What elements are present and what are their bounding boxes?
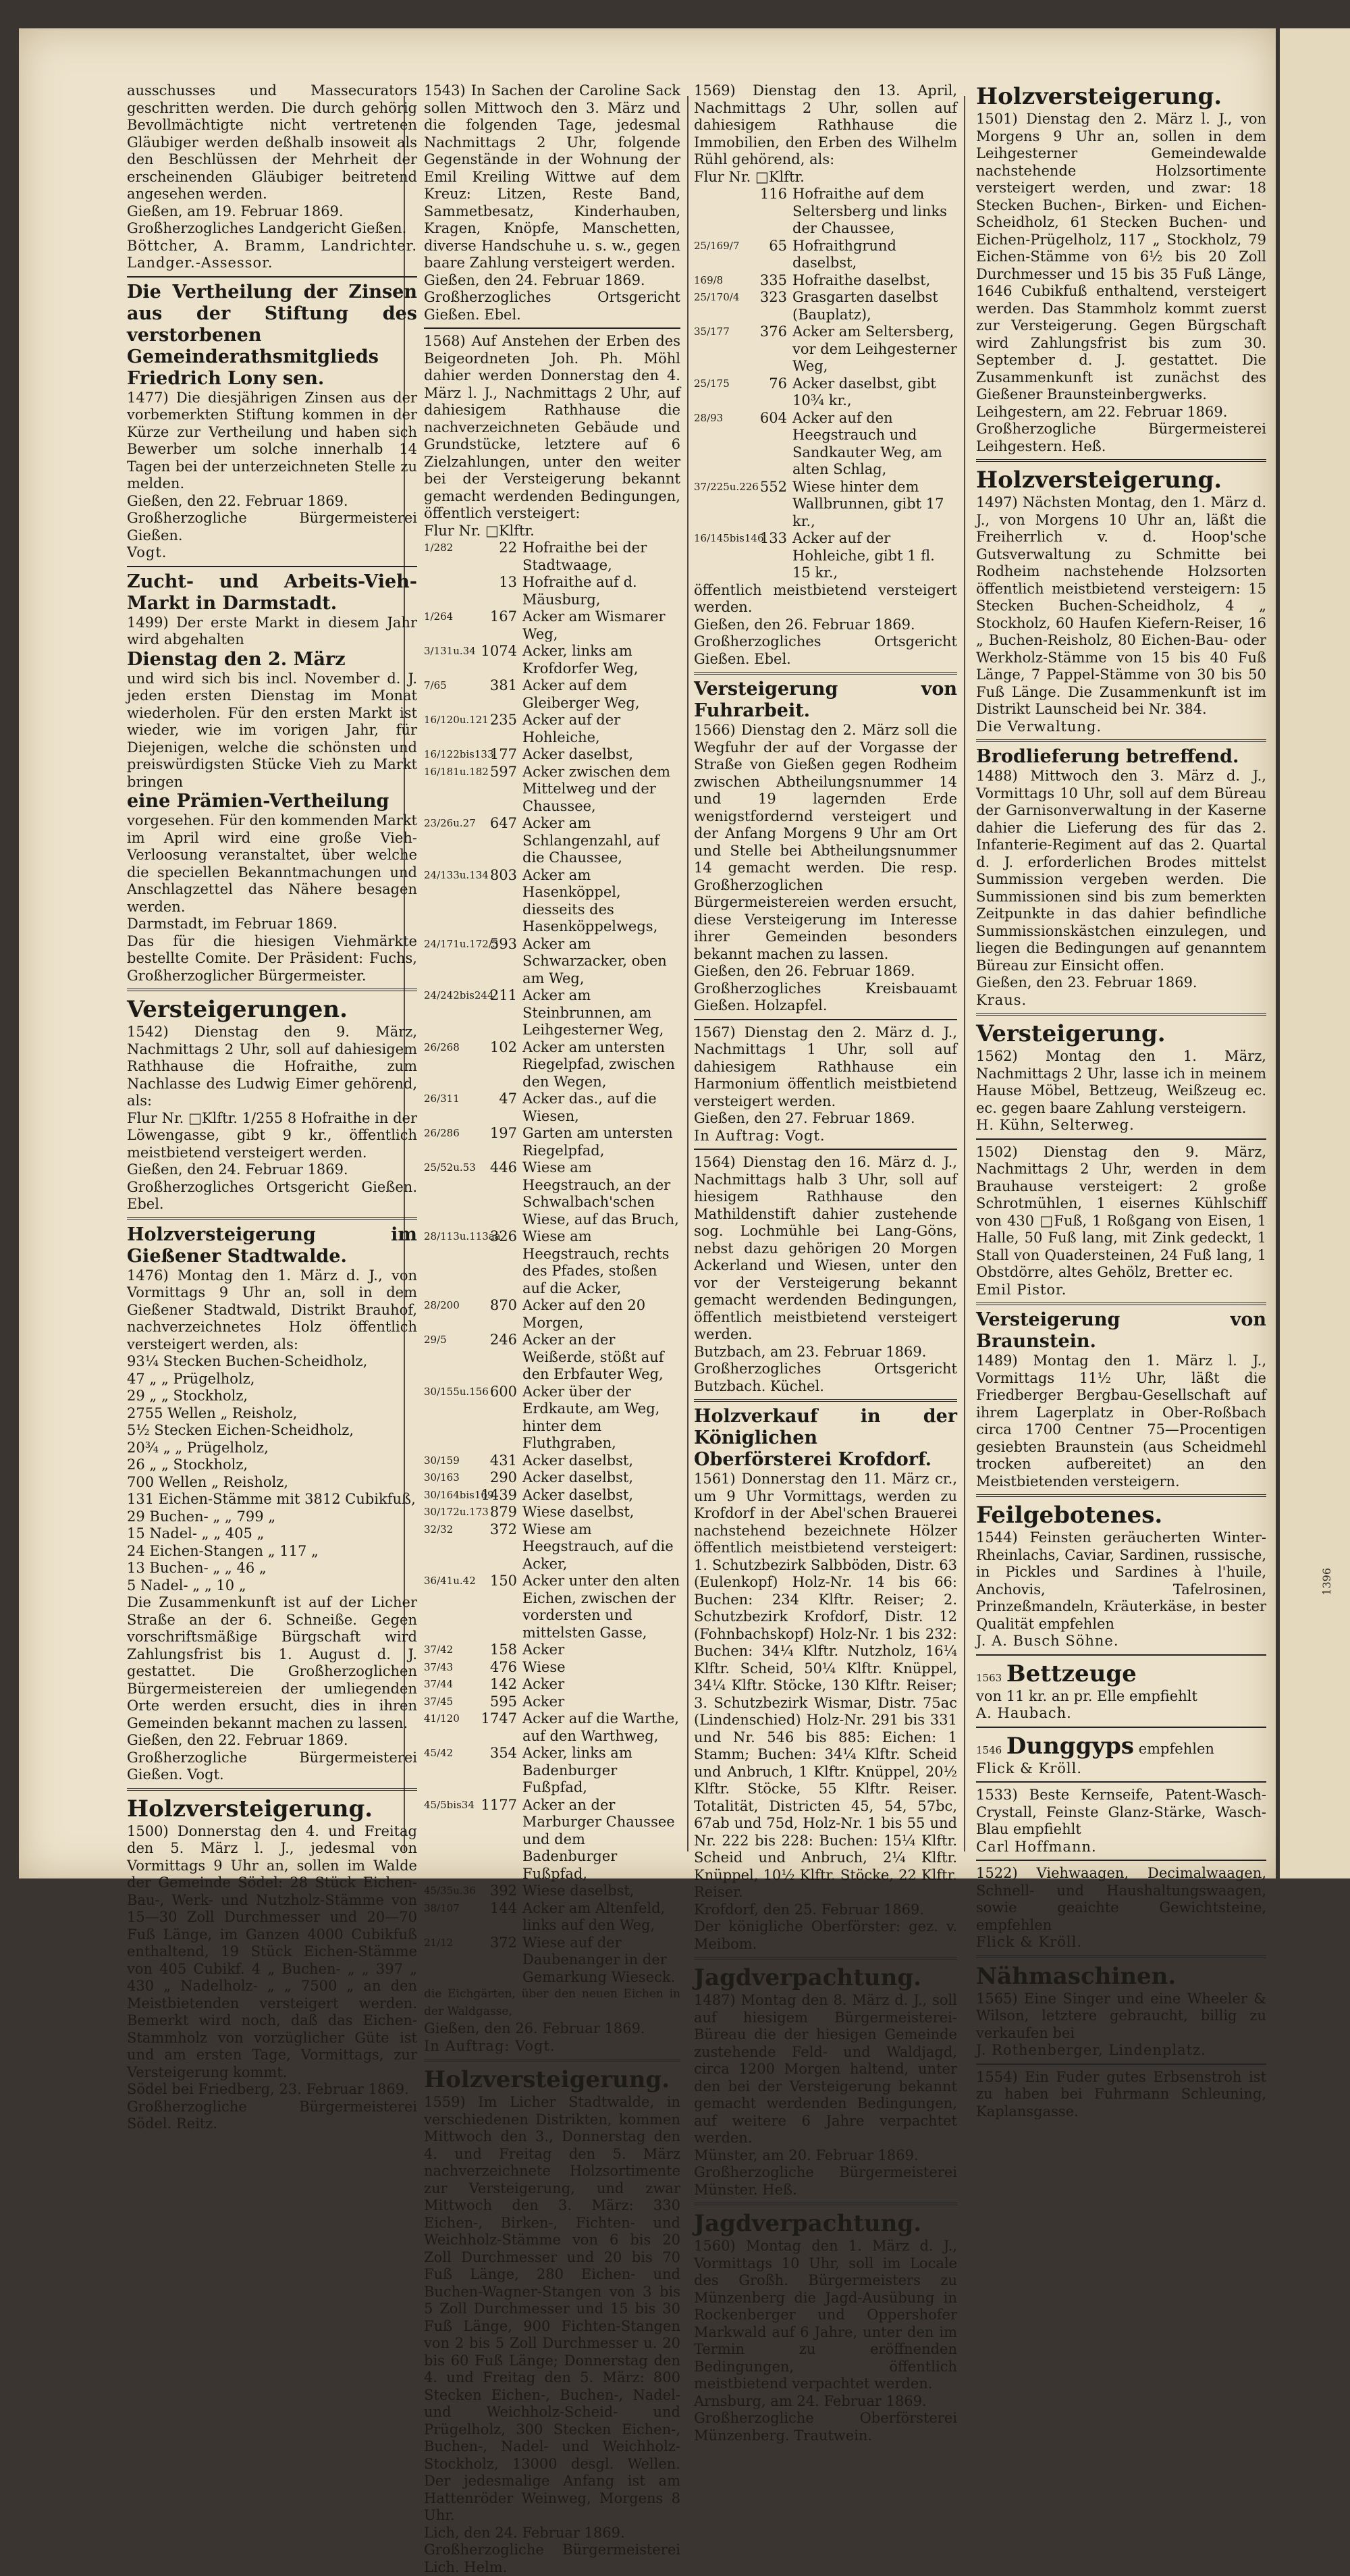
table-row <box>694 186 957 238</box>
list-item: 13 Buchen- „ „ 46 „ <box>127 1560 267 1576</box>
divider <box>976 459 1266 462</box>
notice-title: Holzversteigerung im Gießener Stadtwalde. <box>127 1224 417 1267</box>
flur-number: 28/200 <box>424 1299 460 1311</box>
divider <box>976 1727 1266 1728</box>
divider <box>976 1013 1266 1016</box>
notice-holz-leihgestern: Holzversteigerung. 1501) Dienstag den 2. März l. J., von Morgens 9 Uhr an, sollen in dem Leihgesterner Gemeindewalde nachstehende Holzsortimente versteigert werden, und zwar: 18 Stecken Buchen-, Birken- und Eichen-Scheidholz, 61 Stecken Buchen- und Eichen-Prügelholz, 117 „ Stockholz, 79 Eichen-Stämme von 6½ bis 20 Zoll Durchmesser und 15 bis 35 Fuß Länge, 1646 Cubikfuß enthaltend, versteigert werden. Das Stammholz kommt zuerst zur Versteigerung. Gegen Bürgschaft wird Zahlungsfrist bis zum 30. September d. J. gestattet. Die Zusammenkunft ist zunächst des Gießener Braunsteinbergwerks. Leihgestern, am 22. Februar 1869. Großherzogliche Bürgermeisterei Leihgestern. Heß. <box>976 83 1266 454</box>
parcel-description: Acker <box>522 1641 565 1658</box>
property-table <box>694 186 957 582</box>
list-item: 700 Wellen „ Reisholz, <box>127 1473 289 1490</box>
table-row <box>424 1125 680 1159</box>
parcel-description: Wiese <box>522 1658 566 1675</box>
column-3 <box>694 82 957 2444</box>
notice-versteigerungen: Versteigerungen. 1542) Dienstag den 9. März, Nachmittags 2 Uhr, soll auf dahiesigem Rathhause die Hofraithe, zum Nachlasse des Ludwig Eimer gehörend, als: Flur Nr. □Klftr. 1/255 8 Hofraithe in der Löwengasse, gibt 9 kr., öffentlich meistbietend versteigert werden. Gießen, den 24. Februar 1869. Großherzogliches Ortsgericht Gießen. Ebel. <box>127 996 417 1212</box>
section-title: Jagdverpachtung. <box>694 2210 921 2237</box>
parcel-description: Acker am Seltersberg, vor dem Leihgesterner Weg, <box>792 323 957 374</box>
table-row <box>424 1641 680 1659</box>
divider <box>976 1860 1266 1861</box>
wood-list <box>127 1353 417 1594</box>
divider <box>424 327 680 329</box>
parcel-description: Hofraithe auf d. Mäusburg, <box>522 574 637 608</box>
area-klafter: 197 <box>489 1125 517 1141</box>
flur-number: 24/242bis244 <box>424 989 494 1001</box>
notice-harmonium: 1567) Dienstag den 2. März d. J., Nachmittags 1 Uhr, soll auf dahiesigem Rathhause ein Harmonium öffentlich meistbietend versteigert werden. Gießen, den 27. Februar 1869. In Auftrag: Vogt. <box>694 1024 957 1144</box>
table-row <box>424 936 680 988</box>
flur-number: 24/171u.172/3 <box>424 937 499 950</box>
flur-number: 7/65 <box>424 679 447 691</box>
notice-title: Holzverkauf in der Königlichen Oberförsterei Krofdorf. <box>694 1406 957 1470</box>
notice-title: Brodlieferung betreffend. <box>976 746 1239 767</box>
flur-number: 16/122bis133 <box>424 748 494 760</box>
flur-number: 1/264 <box>424 610 454 623</box>
column-rule <box>964 96 965 1851</box>
flur-number: 30/159 <box>424 1454 460 1467</box>
area-klafter: 47 <box>499 1090 517 1107</box>
table-row <box>694 530 957 582</box>
divider <box>694 1399 957 1402</box>
divider <box>694 1149 957 1150</box>
table-row <box>424 608 680 643</box>
notice-fuhrarbeit: Versteigerung von Fuhrarbeit. 1566) Dienstag den 2. März soll die Wegfuhr der auf der Vorgasse der Straße von Gießen gegen Rodheim zwischen Abtheilungsnummer 14 und 19 lagernden Erde wenigstfordernd versteigert und der Anfang Morgens 9 Uhr am Ort und Stelle bei Abtheilungsnummer 14 gemacht werden. Die resp. Großherzoglichen Bürgermeistereien werden ersucht, diese Versteigerung im Interesse ihrer Gemeinden besonders bekannt machen zu lassen. Gießen, den 26. Februar 1869. Großherzogliches Kreisbauamt Gießen. Holzapfel. <box>694 679 957 1014</box>
table-row <box>424 540 680 574</box>
area-klafter: 600 <box>489 1383 517 1400</box>
area-klafter: 604 <box>759 409 787 426</box>
flur-number: 36/41u.42 <box>424 1575 476 1587</box>
area-klafter: 593 <box>489 935 517 952</box>
notice-creditors: ausschusses und Massecurators geschritten werden. Die durch gehörig Bevollmächtigte nicht vertretenen Gläubiger werden deßhalb insoweit als den Beschlüssen der Mehrheit der erscheinenden Gläubiger beitretend angesehen werden. Gießen, am 19. Februar 1869. Großherzogliches Landgericht Gießen. Böttcher, A. Bramm, Landrichter. Landger.-Assessor. <box>127 82 417 271</box>
flur-number: 37/225u.226 <box>694 480 759 493</box>
section-title: Holzversteigerung. <box>976 83 1222 110</box>
flur-number: 26/268 <box>424 1041 460 1053</box>
parcel-description: Acker auf der Hohleiche, <box>522 712 621 745</box>
table-row <box>424 1693 680 1711</box>
area-klafter: 246 <box>489 1332 517 1348</box>
flur-number: 30/155u.156 <box>424 1385 489 1398</box>
section-title: Holzversteigerung. <box>976 467 1222 494</box>
parcel-description: Hofraithe bei der Stadtwaage, <box>522 540 647 573</box>
table-row <box>694 410 957 479</box>
parcel-description: Acker am Steinbrunnen, am Leihgesterner Weg, <box>522 987 664 1038</box>
table-row <box>694 272 957 290</box>
list-item: 47 „ „ Prügelholz, <box>127 1370 255 1387</box>
table-row <box>694 375 957 410</box>
area-klafter: 392 <box>489 1883 517 1899</box>
parcel-description: Acker <box>522 1676 565 1692</box>
area-klafter: 595 <box>489 1693 517 1710</box>
area-klafter: 1177 <box>481 1796 517 1813</box>
divider <box>976 1955 1266 1958</box>
divider <box>127 1217 417 1220</box>
area-klafter: 354 <box>489 1745 517 1761</box>
table-row <box>694 323 957 375</box>
section-title: Jagdverpachtung. <box>694 1964 921 1991</box>
parcel-description: Acker das., auf die Wiesen, <box>522 1090 657 1124</box>
parcel-description: Acker daselbst, <box>522 1452 634 1469</box>
flur-number: 30/163 <box>424 1471 460 1483</box>
parcel-description: Acker am Schwarzacker, oben am Weg, <box>522 935 667 987</box>
table-row <box>424 1228 680 1297</box>
parcel-description: Garten am untersten Riegelpfad, <box>522 1125 673 1159</box>
notice-moehl: 1568) Auf Anstehen der Erben des Beigeordneten Joh. Ph. Möhl dahier werden Donnerstag den 4. März l. J., Nachmittags 2 Uhr, auf dahiesigem Rathhause die nachverzeichneten Gebäude und Grundstücke, letztere auf 6 Zielzahlungen, unter den weiter bei der Versteigerung bekannt gemacht werdenden Bedingungen, öffentlich versteigert: Flur Nr. □Klftr. 1/282 22 Hofraithe bei der Stadtwaage, 13 Hofraithe auf d. Mäusburg, 1/264 167 Acker am Wismarer Weg, 3/131u.34 1074 Acker, links am Krofdorfer Weg, 7/65 381 Acker auf dem Gleiberger Weg, 16/120u.121 235 Acker auf der Hohleiche, 16/122bis133 177 Acker daselbst, 16/181u.182 597 Acker zwischen dem Mittelweg und der Chaussee, 23/26u.27 647 Acker am Schlangenzahl, auf die Chaussee, 24/133u.134 803 Acker am Hasenköppel, diesseits des Hasenköppelwegs, 24/171u.172/3 593 Acker am Schwarzacker, oben am Weg, 24/242bis244 211 Acker am Steinbrunnen, am Leihgesterner Weg, 26/268 102 Acker am untersten Riegelpfad, zwischen den Wegen, 26/311 47 Acker das., auf die Wiesen, 26/286 197 Garten am untersten Riegelpfad, 25/52u.53 446 Wiese am Heegstrauch, an der Schwalbach'schen Wiese, auf das Bruch, 28/113u.113aa 326 Wiese am Heegstrauch, rechts des Pfades, stoßen auf die Acker, 28/200 870 Acker auf den 20 Morgen, 29/5 246 Acker an der Weißerde, stößt auf den Erbfauter Weg, 30/155u.156 600 Acker über der Erdkaute, am Weg, hinter dem Fluthgraben, 30/159 431 Acker daselbst, 30/163 290 Acker daselbst, 30/164bis169 1439 Acker daselbst, 30/172u.173 879 Wiese daselbst, 32/32 372 Wiese am Heegstrauch, auf die Acker, 36/41u.42 150 Acker unter den alten Eichen, zwischen der vordersten und mittelsten Gasse, 37/42 158 Acker 37/43 476 Wiese 37/44 142 Acker 37/45 595 Acker 41/120 1747 Acker auf die Warthe, auf den Warthweg, 45/42 354 Acker, links am Badenburger Fußpfad, 45/5bis34 1177 Acker an der Marburger Chaussee und dem Badenburger Fußpfad, 45/35u.36 392 Wiese daselbst, 38/107 144 Acker am Altenfeld, links auf den Weg, 21/12 372 Wiese auf der Daubenanger in der Gemarkung Wieseck. die Eichgärten, über den neuen Eichen in der Waldgasse, Gießen, den 26. Februar 1869. In Auftrag: Vogt. <box>424 333 680 2054</box>
area-klafter: 376 <box>759 323 787 340</box>
area-klafter: 76 <box>769 375 787 392</box>
parcel-description: Acker am Wismarer Weg, <box>522 608 666 642</box>
adjacent-page-edge <box>1280 28 1350 1878</box>
ad-erbsenstroh: 1554) Ein Fuder gutes Erbsenstroh ist zu haben bei Fuhrmann Schleuning, Kaplansgasse. <box>976 2068 1266 2120</box>
column-1 <box>127 82 417 2132</box>
table-row <box>424 1935 680 1987</box>
area-klafter: 65 <box>769 237 787 254</box>
flur-number: 32/32 <box>424 1523 454 1535</box>
table-row <box>424 1452 680 1470</box>
parcel-description: Acker zwischen dem Mittelweg und der Chaussee, <box>522 763 671 814</box>
parcel-description: Acker daselbst, gibt 10¾ kr., <box>792 375 936 409</box>
flur-number: 3/131u.34 <box>424 645 476 657</box>
parcel-description: Acker unter den alten Eichen, zwischen der vordersten und mittelsten Gasse, <box>522 1573 680 1641</box>
parcel-description: Acker am Schlangenzahl, auf die Chaussee, <box>522 815 659 866</box>
list-item: 131 Eichen-Stämme mit 3812 Cubikfuß, <box>127 1491 416 1507</box>
area-klafter: 142 <box>489 1676 517 1692</box>
parcel-description: Hofraithe auf dem Seltersberg und links der Chaussee, <box>792 186 947 236</box>
list-item: 26 „ „ Stockholz, <box>127 1456 248 1473</box>
divider <box>694 1019 957 1020</box>
table-row <box>424 1384 680 1452</box>
notice-feilgebotenes: Feilgebotenes. 1544) Feinsten geräucherten Winter-Rheinlachs, Caviar, Sardinen, russische, in Pickles und Sardines à l'huile, Anchovis, Tafelrosinen, Prinzeßmandeln, Kräuterkäse, in bester Qualität empfehlen J. A. Busch Söhne. <box>976 1502 1266 1649</box>
table-row <box>424 867 680 936</box>
table-row <box>424 712 680 746</box>
table-row <box>424 1521 680 1573</box>
parcel-description: Acker auf den 20 Morgen, <box>522 1297 646 1331</box>
table-row <box>424 987 680 1039</box>
flur-number: 25/175 <box>694 377 730 390</box>
area-klafter: 335 <box>759 271 787 288</box>
flur-number: 1/282 <box>424 542 454 554</box>
area-klafter: 177 <box>489 746 517 762</box>
list-item: 93¼ Stecken Buchen-Scheidholz, <box>127 1353 368 1369</box>
area-klafter: 22 <box>499 540 517 556</box>
area-klafter: 116 <box>759 186 787 202</box>
table-row <box>694 289 957 323</box>
table-row <box>424 643 680 677</box>
parcel-description: Hofraithe daselbst, <box>792 271 931 288</box>
flur-number <box>424 574 471 608</box>
area-klafter: 870 <box>489 1297 517 1313</box>
flur-number <box>694 186 741 238</box>
flur-number: 25/52u.53 <box>424 1161 476 1174</box>
notice-title: Versteigerung von Fuhrarbeit. <box>694 679 957 721</box>
parcel-description: Acker am Hasenköppel, diesseits des Hasenköppelwegs, <box>522 866 658 935</box>
flur-number: 41/120 <box>424 1712 460 1725</box>
area-klafter: 323 <box>759 289 787 305</box>
parcel-description: Acker über der Erdkaute, am Weg, hinter dem Fluthgraben, <box>522 1383 660 1451</box>
section-title: Feilgebotenes. <box>976 1502 1163 1529</box>
flur-number: 26/311 <box>424 1093 460 1105</box>
area-klafter: 235 <box>489 712 517 728</box>
list-item: 29 Buchen- „ „ 799 „ <box>127 1508 276 1525</box>
divider <box>976 739 1266 742</box>
divider <box>424 2059 680 2061</box>
ad-dunggyps: 1546 Dunggyps empfehlen Flick & Kröll. <box>976 1732 1214 1777</box>
flur-number: 45/42 <box>424 1747 454 1759</box>
notice-title: Versteigerung von Braunstein. <box>976 1309 1266 1352</box>
parcel-description: Acker auf dem Gleiberger Weg, <box>522 677 640 711</box>
area-klafter: 597 <box>489 763 517 780</box>
table-row <box>424 1332 680 1384</box>
list-item: 5½ Stecken Eichen-Scheidholz, <box>127 1422 354 1438</box>
ad-naehmaschinen: Nähmaschinen. 1565) Eine Singer und eine Wheeler & Wilson, letztere gebraucht, billig zu verkaufen bei J. Rothenberger, Lindenplatz. <box>976 1962 1266 2058</box>
parcel-description: Acker, links am Krofdorfer Weg, <box>522 643 639 677</box>
table-row <box>424 1487 680 1504</box>
area-klafter: 1074 <box>481 643 517 659</box>
notice-jagd-muenster: Jagdverpachtung. 1487) Montag den 8. März d. J., soll auf hiesigem Bürgermeisterei-Büreau die der hiesigen Gemeinde zustehende Feld- und Waldjagd, circa 1200 Morgen haltend, unter den bei der Versteigerung bekannt gemacht werdenden Bedingungen, auf weitere 6 Jahre verpachtet werden. Münster, am 20. Februar 1869. Großherzogliche Bürgermeisterei Münster. Heß. <box>694 1964 957 2198</box>
area-klafter: 1747 <box>481 1710 517 1727</box>
area-klafter: 144 <box>489 1899 517 1916</box>
divider <box>976 1654 1266 1656</box>
notice-jagd-arnsburg: Jagdverpachtung. 1560) Montag den 1. März d. J., Vormittags 10 Uhr, soll im Locale des Großh. Bürgermeisters zu Münzenberg die Jagd-Ausübung in Rockenberger und Oppershofer Markwald auf 6 Jahre, unter den im Termin zu eröffnenden Bedingungen, öffentlich meistbietend verpachtet werden. Arnsburg, am 24. Februar 1869. Großherzogliche Oberförsterei Münzenberg. Trautwein. <box>694 2210 957 2444</box>
parcel-description: Acker auf der Hohleiche, gibt 1 fl. 15 kr., <box>792 530 935 581</box>
area-klafter: 1439 <box>481 1486 517 1503</box>
flur-number: 37/44 <box>424 1678 454 1690</box>
parcel-description: Acker daselbst, <box>522 1469 634 1486</box>
column-4 <box>976 82 1266 2120</box>
table-row <box>694 479 957 531</box>
divider <box>127 276 417 278</box>
notice-holz-soedel: Holzversteigerung. 1500) Donnerstag den 4. und Freitag den 5. März l. J., jedesmal von Vormittags 9 Uhr an, sollen im Walde der Gemeinde Södel: 28 Stück Eichen-Bau-, Werk- und Nutzholz-Stämme von 15—30 Zoll Durchmesser und 20—70 Fuß Länge, im Ganzen 4000 Cubikfuß enthaltend, 19 Stück Eichen-Stämme von 405 Cubikf. 4 „ Buchen- „ „ 397 „ 430 „ Nadelholz- „ „ 7500 „ an den Meistbietenden versteigert werden. Bemerkt wird noch, daß das Eichen-Stammholz von vorzüglicher Güte ist und am ersten Tage, Vormittags, zur Versteigerung kommt. Södel bei Friedberg, 23. Februar 1869. Großherzogliche Bürgermeisterei Södel. Reitz. <box>127 1795 417 2132</box>
parcel-description: Wiese daselbst, <box>522 1883 634 1899</box>
area-klafter: 381 <box>489 677 517 693</box>
flur-number: 25/169/7 <box>694 239 740 252</box>
notice-brodlieferung: Brodlieferung betreffend. 1488) Mittwoch den 3. März d. J., Vormittags 10 Uhr, soll auf dem Büreau der Garnisonverwaltung in der Kaserne dahier die Lieferung des für das 2. Infanterie-Regiment auf das 2. Quartal d. J. erforderlichen Brodes mittelst Summission vergeben werden. Die Summissionen sind bis zum bemerkten Zeitpunkte in das dahier befindliche Summissionskästchen einzulegen, und liegen die Bedingungen auf genanntem Büreau zur Einsicht offen. Gießen, den 23. Februar 1869. Kraus. <box>976 746 1266 1008</box>
flur-number: 30/172u.173 <box>424 1506 489 1518</box>
divider <box>976 2064 1266 2065</box>
flur-number: 38/107 <box>424 1901 460 1914</box>
section-title: Versteigerung. <box>976 1020 1166 1047</box>
notice-ruehl: 1569) Dienstag den 13. April, Nachmittags 2 Uhr, sollen auf dahiesigem Rathhause die Immobilien, den Erben des Wilhelm Rühl gehörend, als: Flur Nr. □Klftr. 116 Hofraithe auf dem Seltersberg und links der Chaussee, 25/169/7 65 Hofraithgrund daselbst, 169/8 335 Hofraithe daselbst, 25/170/4 323 Grasgarten daselbst (Bauplatz), 35/177 376 Acker am Seltersberg, vor dem Leihgesterner Weg, 25/175 76 Acker daselbst, gibt 10¾ kr., 28/93 604 Acker auf den Heegstrauch und Sandkauter Weg, am alten Schlag, 37/225u.226 552 Wiese hinter dem Wallbrunnen, gibt 17 kr., 16/145bis146 133 Acker auf der Hohleiche, gibt 1 fl. 15 kr., öffentlich meistbietend versteigert werden. Gießen, den 26. Februar 1869. Großherzogliches Ortsgericht Gießen. Ebel. <box>694 82 957 667</box>
notice-versteigerung-kuehn: Versteigerung. 1562) Montag den 1. März, Nachmittags 2 Uhr, lasse ich in meinem Hause Möbel, Bettzeug, Weißzeug ec. ec. gegen baare Zahlung versteigern. H. Kühn, Selterweg. <box>976 1020 1266 1133</box>
parcel-description: Wiese am Heegstrauch, an der Schwalbach'schen Wiese, auf das Bruch, <box>522 1159 679 1228</box>
area-klafter: 647 <box>489 815 517 831</box>
flur-number: 45/5bis34 <box>424 1798 475 1811</box>
divider <box>976 1138 1266 1140</box>
newspaper-page <box>19 28 1276 2575</box>
area-klafter: 879 <box>489 1504 517 1520</box>
column-rule <box>687 96 688 1851</box>
divider <box>976 1303 1266 1305</box>
parcel-description: Acker daselbst, <box>522 1486 634 1503</box>
notice-title: Die Vertheilung der Zinsen aus der Stiftung des verstorbenen Gemeinderathsmitglieds Friedrich Lony sen. <box>127 281 417 389</box>
table-row <box>424 1090 680 1125</box>
parcel-description: Acker auf den Heegstrauch und Sandkauter Weg, am alten Schlag, <box>792 409 942 477</box>
section-title: Holzversteigerung. <box>424 2066 670 2093</box>
notice-krofdorf: Holzverkauf in der Königlichen Oberförsterei Krofdorf. 1561) Donnerstag den 11. März cr., um 9 Uhr Vormittags, werden zu Krofdorf in der Abel'schen Brauerei nachstehend bezeichnete Hölzer öffentlich meistbietend versteigert: 1. Schutzbezirk Salbböden, Distr. 63 (Eulenkopf) Holz-Nr. 14 bis 66: Buchen: 234 Klftr. Reiser; 2. Schutzbezirk Krofdorf, Distr. 12 (Fohnbachskopf) Holz-Nr. 1 bis 232: Buchen: 34¼ Klftr. Nutzholz, 16¼ Klftr. Scheid, 50¼ Klftr. Knüppel, 34¼ Klftr. Stöcke, 130 Klftr. Reiser; 3. Schutzbezirk Wismar, Distr. 75ac (Lindenschied) Holz-Nr. 291 bis 331 und Nr. 546 bis 885: Eichen: 1 Stamm; Buchen: 34¼ Klftr. Scheid und Anbruch, 1 Klftr. Knüppel, 20½ Klftr. Stöcke, 55 Klftr. Reiser. Totalität, Districten 45, 54, 57bc, 67ab und 75d, Holz-Nr. 1 bis 55 und Nr. 222 bis 228: Buchen: 15¼ Klftr. Scheid und Anbruch, 2¼ Klftr. Knüppel, 10½ Klftr. Stöcke, 22 Klftr. Reiser. Krofdorf, den 25. Februar 1869. Der königliche Oberförster: gez. v. Meibom. <box>694 1406 957 1952</box>
parcel-description: Wiese am Heegstrauch, auf die Acker, <box>522 1521 674 1572</box>
divider <box>694 2203 957 2205</box>
table-row <box>424 764 680 816</box>
section-title: Versteigerungen. <box>127 996 348 1023</box>
list-item: 29 „ „ Stockholz, <box>127 1388 248 1404</box>
divider <box>694 672 957 675</box>
table-row <box>694 238 957 272</box>
notice-holz-schmitte: Holzversteigerung. 1497) Nächsten Montag, den 1. März d. J., von Morgens 10 Uhr an, läßt die Freiherrlich v. d. Hoop'sche Gutsverwaltung zu Schmitte bei Rodheim nachstehende Holzsorten öffentlich meistbietend versteigern: 15 Stecken Buchen-Scheidholz, 4 „ Stockholz, 60 Haufen Kiefern-Reiser, 16 „ Buchen-Reisholz, 80 Eichen-Bau- oder Werkholz-Stämme von 15 bis 40 Fuß Länge, 7 Pappel-Stämme von 30 bis 50 Fuß Länge. Die Zusammenkunft ist im Distrikt Launscheid bei Nr. 384. Die Verwaltung. <box>976 467 1266 735</box>
table-row <box>424 815 680 867</box>
area-klafter: 290 <box>489 1469 517 1486</box>
ad-bettzeuge: 1563 Bettzeuge von 11 kr. an pr. Elle empfiehlt A. Haubach. <box>976 1660 1197 1721</box>
flur-number: 45/35u.36 <box>424 1885 476 1897</box>
ad-waagen: 1522) Viehwaagen, Decimalwaagen, Schnell- und Haushaltungswaagen, sowie geaichte Gewichtsteine, empfehlen Flick & Kröll. <box>976 1865 1266 1950</box>
flur-number: 26/286 <box>424 1127 460 1139</box>
page-number: 1396 <box>1320 1568 1333 1596</box>
area-klafter: 372 <box>489 1934 517 1951</box>
flur-number: 29/5 <box>424 1334 447 1346</box>
table-row <box>424 1659 680 1677</box>
area-klafter: 102 <box>489 1039 517 1055</box>
table-row <box>424 1676 680 1693</box>
parcel-description: Wiese auf der Daubenanger in der Gemarkung Wieseck. <box>522 1934 676 1985</box>
parcel-description: Acker an der Marburger Chaussee und dem Badenburger Fußpfad, <box>522 1796 675 1882</box>
table-row <box>424 1745 680 1797</box>
divider <box>127 989 417 991</box>
table-row <box>424 1900 680 1935</box>
area-klafter: 158 <box>489 1641 517 1658</box>
area-klafter: 552 <box>759 478 787 495</box>
parcel-description: Wiese am Heegstrauch, rechts des Pfades, stoßen auf die Acker, <box>522 1228 670 1296</box>
table-row <box>424 1504 680 1521</box>
flur-number: 37/42 <box>424 1644 454 1656</box>
list-item: 2755 Wellen „ Reisholz, <box>127 1404 298 1421</box>
flur-number: 28/93 <box>694 411 724 424</box>
notice-braunstein: Versteigerung von Braunstein. 1489) Montag den 1. März l. J., Vormittags 11½ Uhr, läßt die Friedberger Bergbau-Gesellschaft auf ihrem Lagerplatz in Ober-Roßbach circa 1700 Centner 75—Procentigen gesiebten Braunstein (aus Scheidmehl trocken aufbereitet) an den Meistbietenden versteigern. <box>976 1309 1266 1490</box>
list-item: 20¾ „ „ Prügelholz, <box>127 1439 269 1456</box>
table-row <box>424 1159 680 1228</box>
parcel-description: Acker <box>522 1693 565 1710</box>
column-2 <box>424 82 680 2575</box>
section-title: Nähmaschinen. <box>976 1962 1177 1990</box>
area-klafter: 167 <box>489 608 517 625</box>
list-item: 15 Nadel- „ „ 405 „ <box>127 1525 265 1542</box>
area-klafter: 446 <box>489 1159 517 1176</box>
parcel-description: Acker am Altenfeld, links auf den Weg, <box>522 1899 666 1933</box>
notice-sack: 1543) In Sachen der Caroline Sack sollen Mittwoch den 3. März und die folgenden Tage, jedesmal Nachmittags 2 Uhr, folgende Gegenstände in der Wohnung der Emil Kreiling Wittwe auf dem Kreuz: Litzen, Reste Band, Sammetbesatz, Kinderhauben, Kragen, Knöpfe, Manschetten, diverse Handschuhe u. s. w., gegen baare Zahlung versteigert werden. Gießen, den 24. Februar 1869. Großherzogliches Ortsgericht Gießen. Ebel. <box>424 82 680 323</box>
flur-number: 169/8 <box>694 273 724 286</box>
divider <box>127 1788 417 1791</box>
parcel-description: Acker auf die Warthe, auf den Warthweg, <box>522 1710 679 1744</box>
notice-zinsen: Die Vertheilung der Zinsen aus der Stiftung des verstorbenen Gemeinderathsmitglieds Friedrich Lony sen. 1477) Die diesjährigen Zinsen aus der vorbemerkten Stiftung kommen in der Kürze zur Vertheilung und haben sich Bewerber um solche innerhalb 14 Tagen bei der unterzeichneten Stelle zu melden. Gießen, den 22. Februar 1869. Großherzogliche Bürgermeisterei Gießen. Vogt. <box>127 281 417 560</box>
flur-number: 24/133u.134 <box>424 868 489 881</box>
area-klafter: 13 <box>499 574 517 590</box>
table-row <box>424 1469 680 1487</box>
flur-number: 28/113u.113aa <box>424 1230 501 1242</box>
notice-holz-lich: Holzversteigerung. 1559) Im Licher Stadtwalde, in verschiedenen Distrikten, kommen Mittwoch den 3., Donnerstag den 4. und Freitag den 5. März nachverzeichnete Holzsortimente zur Versteigerung, und zwar Mittwoch den 3. März: 330 Eichen-, Birken-, Fichten- und Weichholz-Stämme von 6 bis 20 Zoll Durchmesser und 20 bis 70 Fuß Länge, 280 Eichen- und Buchen-Wagner-Stangen von 3 bis 5 Zoll Durchmesser und 15 bis 30 Fuß Länge, 900 Fichten-Stangen von 2 bis 5 Zoll Durchmesser u. 20 bis 60 Fuß Länge; Donnerstag den 4. und Freitag den 5. März: 800 Stecken Eichen-, Buchen-, Nadel- und Weichholz-Scheid- und Prügelholz, 300 Stecken Eichen-, Buchen-, Nadel- und Weichholz-Stockholz, 13000 desgl. Wellen. Der jedesmalige Anfang ist am Hattenröder Weinweg, Morgens 8 Uhr. Lich, den 24. Februar 1869. Großherzogliche Bürgermeisterei Lich. Helm. <box>424 2066 680 2575</box>
flur-number: 37/45 <box>424 1695 454 1708</box>
flur-number: 21/12 <box>424 1936 454 1949</box>
area-klafter: 476 <box>489 1658 517 1675</box>
table-row <box>424 677 680 712</box>
divider <box>976 1494 1266 1497</box>
divider <box>694 1957 957 1960</box>
flur-number: 16/120u.121 <box>424 714 489 726</box>
table-row <box>424 1883 680 1900</box>
flur-number: 16/181u.182 <box>424 765 489 778</box>
flur-number: 23/26u.27 <box>424 817 476 829</box>
parcel-description: Acker am untersten Riegelpfad, zwischen den Wegen, <box>522 1039 675 1090</box>
parcel-description: Hofraithgrund daselbst, <box>792 237 896 271</box>
parcel-description: Acker daselbst, <box>522 746 634 762</box>
list-item: 5 Nadel- „ „ 10 „ <box>127 1577 246 1594</box>
flur-number: 16/145bis146 <box>694 532 764 544</box>
area-klafter: 431 <box>489 1452 517 1469</box>
property-table <box>424 540 680 1986</box>
flur-number: 35/177 <box>694 325 730 338</box>
area-klafter: 211 <box>489 987 517 1003</box>
table-row <box>424 1039 680 1091</box>
divider <box>127 566 417 567</box>
area-klafter: 133 <box>759 530 787 546</box>
parcel-description: Wiese daselbst, <box>522 1504 634 1520</box>
section-title: Holzversteigerung. <box>127 1795 373 1822</box>
notice-markt: Zucht- und Arbeits-Vieh-Markt in Darmstadt. 1499) Der erste Markt in diesem Jahr wird abgehalten Dienstag den 2. März und wird sich bis incl. November d. J. jeden ersten Dienstag im Monat wiederholen. Für den ersten Markt ist wieder, wie im vorigen Jahr, für Diejenigen, welche die schönsten und preiswürdigsten Stücke Vieh zu Markt bringen eine Prämien-Vertheilung vorgesehen. Für den kommenden Markt im April wird eine große Vieh-Verloosung veranstaltet, über welche die speciellen Bekanntmachungen und Anschlagzettel das Nähere besagen werden. Darmstadt, im Februar 1869. Das für die hiesigen Viehmärkte bestellte Comite. Der Präsident: Fuchs, Großherzoglicher Bürgermeister. <box>127 571 417 984</box>
table-row <box>424 746 680 764</box>
area-klafter: 150 <box>489 1573 517 1589</box>
area-klafter: 803 <box>489 866 517 883</box>
notice-brauhaus: 1502) Dienstag den 9. März, Nachmittags 2 Uhr, werden in dem Brauhause versteigert: 2 große Schrotmühlen, 1 eisernes Kühlschiff von 430 □Fuß, 1 Roßgang von Eisen, 1 Halle, 50 Fuß lang, mit Zink gedeckt, 1 Stall von Quadersteinen, 24 Fuß lang, 1 Obstdörre, altes Gehölz, Bretter ec. Emil Pistor. <box>976 1143 1266 1298</box>
notice-holz-stadtwald: Holzversteigerung im Gießener Stadtwalde. 1476) Montag den 1. März d. J., von Vormittags 9 Uhr an, soll in dem Gießener Stadtwald, Distrikt Brauhof, nachverzeichnetes Holz öffentlich versteigert werden, als: 93¼ Stecken Buchen-Scheidholz, 47 „ „ Prügelholz, 29 „ „ Stockholz, 2755 Wellen „ Reisholz, 5½ Stecken Eichen-Scheidholz, 20¾ „ „ Prügelholz, 26 „ „ Stockholz, 700 Wellen „ Reisholz, 131 Eichen-Stämme mit 3812 Cubikfuß, 29 Buchen- „ „ 799 „ 15 Nadel- „ „ 405 „ 24 Eichen-Stangen „ 117 „ 13 Buchen- „ „ 46 „ 5 Nadel- „ „ 10 „ Die Zusammenkunft ist auf der Licher Straße an der 6. Schneiße. Gegen vorschriftsmäßige Bürgschaft wird Zahlungsfrist bis 1. August d. J. gestattet. Die Großherzoglichen Bürgermeistereien der umliegenden Orte werden ersucht, dies in ihren Gemeinden bekannt machen zu lassen. Gießen, den 22. Februar 1869. Großherzogliche Bürgermeisterei Gießen. Vogt. <box>127 1224 417 1783</box>
flur-number: 25/170/4 <box>694 291 740 303</box>
parcel-description: Grasgarten daselbst (Bauplatz), <box>792 289 938 323</box>
table-row <box>424 1573 680 1641</box>
parcel-description: Acker, links am Badenburger Fußpfad, <box>522 1745 632 1795</box>
flur-number: 30/164bis169 <box>424 1488 494 1501</box>
notice-lochmuehle: 1564) Dienstag den 16. März d. J., Nachmittags halb 3 Uhr, soll auf hiesigem Rathhause den Mathildenstift dahier zustehende sog. Lochmühle bei Lang-Göns, nebst dazu gehörigen 20 Morgen Ackerland und Wiesen, unter den vor der Versteigerung bekannt gemacht werdenden Bedingungen, öffentlich meistbietend versteigert werden. Butzbach, am 23. Februar 1869. Großherzogliches Ortsgericht Butzbach. Küchel. <box>694 1154 957 1394</box>
notice-title: Zucht- und Arbeits-Vieh-Markt in Darmstadt. <box>127 571 417 614</box>
flur-number: 37/43 <box>424 1660 454 1673</box>
table-row <box>424 1797 680 1883</box>
divider <box>976 1781 1266 1783</box>
table-row <box>424 1297 680 1332</box>
area-klafter: 372 <box>489 1521 517 1537</box>
table-row <box>424 1710 680 1745</box>
area-klafter: 326 <box>489 1228 517 1244</box>
parcel-description: Wiese hinter dem Wallbrunnen, gibt 17 kr., <box>792 478 944 529</box>
list-item: 24 Eichen-Stangen „ 117 „ <box>127 1542 319 1559</box>
table-row <box>424 574 680 608</box>
parcel-description: Acker an der Weißerde, stößt auf den Erbfauter Weg, <box>522 1332 664 1382</box>
ad-kernseife: 1533) Beste Kernseife, Patent-Wasch-Crystall, Feinste Glanz-Stärke, Wasch-Blau empfiehlt Carl Hoffmann. <box>976 1787 1266 1855</box>
